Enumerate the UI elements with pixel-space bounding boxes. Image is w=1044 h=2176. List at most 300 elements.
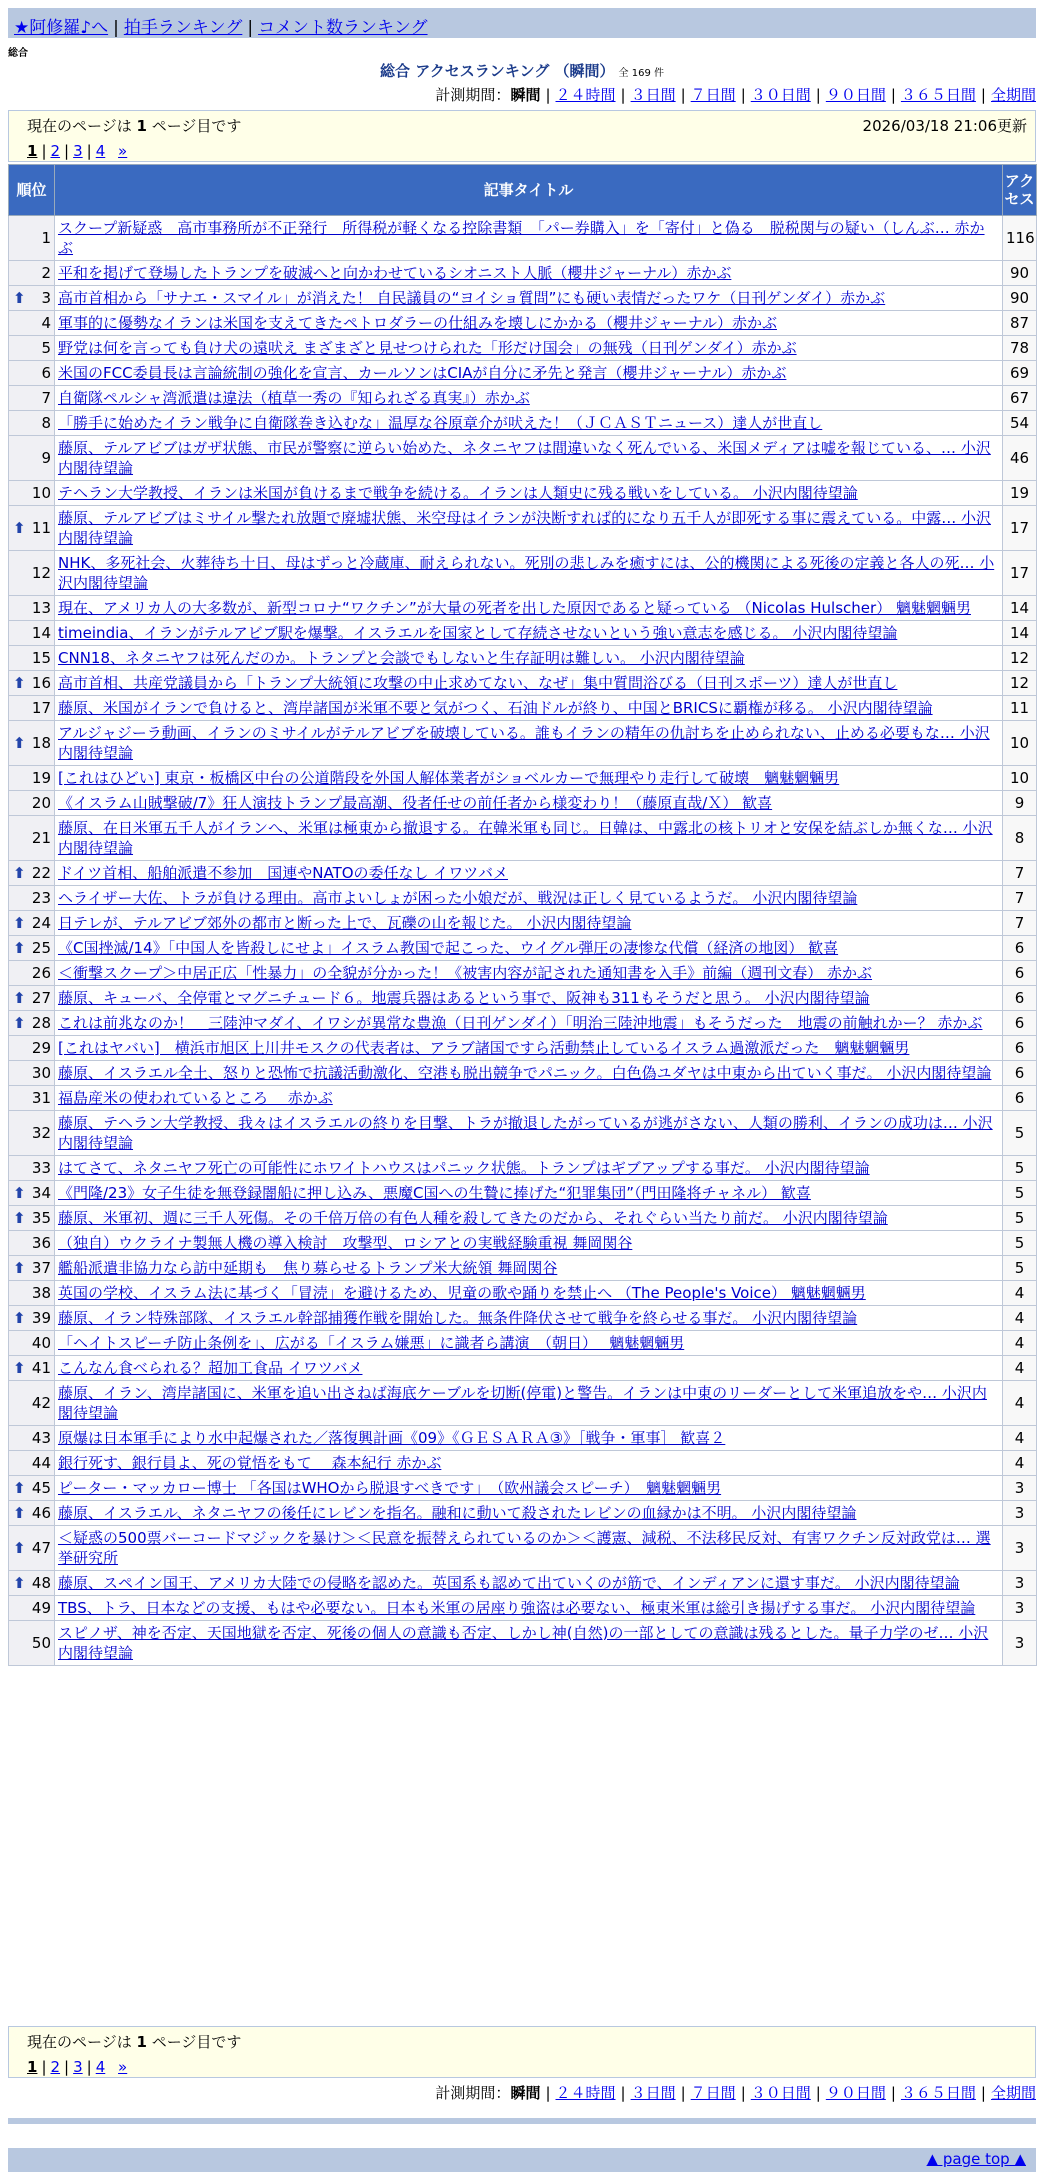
rank-cell xyxy=(9,671,55,696)
period-link-6[interactable]: 全期間 xyxy=(990,2084,1036,2102)
access-count: 19 xyxy=(1003,481,1037,506)
title-cell xyxy=(55,646,1003,671)
period-link-1[interactable]: ３日間 xyxy=(630,86,676,104)
title-cell xyxy=(55,1206,1003,1231)
rank-number: 7 xyxy=(41,389,51,407)
access-count: 7 xyxy=(1003,886,1037,911)
article-title-link[interactable]: はてさて、ネタニヤフ死亡の可能性にホワイトハウスはパニック状態。トランプはギブアップする事だ。 小沢内閣待望論 xyxy=(58,1159,870,1177)
rank-number: 10 xyxy=(31,484,51,502)
ranking-table xyxy=(8,164,1037,1666)
period-separator: | xyxy=(680,86,686,104)
rank-cell xyxy=(9,1036,55,1061)
rank-cell xyxy=(9,861,55,886)
rank-number: 11 xyxy=(31,519,51,537)
title-cell xyxy=(55,816,1003,861)
rank-cell xyxy=(9,506,55,551)
page-link-3[interactable]: 3 xyxy=(73,2058,83,2076)
title-cell xyxy=(55,1181,1003,1206)
access-count: 4 xyxy=(1003,1451,1037,1476)
table-row xyxy=(9,1621,1037,1666)
rank-up-arrow-icon: ⬆ xyxy=(13,864,26,882)
article-title-link[interactable]: 英国の学校、イスラム法に基づく「冒涜」を避けるため、児童の歌や踊りを禁止へ （The People's Voice） 魑魅魍魎男 xyxy=(58,1284,866,1302)
title-cell xyxy=(55,1331,1003,1356)
rank-number: 47 xyxy=(31,1539,51,1557)
table-row xyxy=(9,1356,1037,1381)
access-count: 5 xyxy=(1003,1156,1037,1181)
period-separator: | xyxy=(680,2084,686,2102)
current-page-number: 1 xyxy=(136,2033,147,2051)
table-row xyxy=(9,766,1037,791)
period-link-5[interactable]: ３６５日間 xyxy=(900,2084,976,2102)
current-page-post: ページ目です xyxy=(146,117,242,135)
title-cell xyxy=(55,1356,1003,1381)
access-count: 6 xyxy=(1003,1011,1037,1036)
table-row xyxy=(9,551,1037,596)
article-title-link[interactable]: アルジャジーラ動画、イランのミサイルがテルアビブを破壊している。誰もイランの精年の仇討ちを止められない、止める必要もな… 小沢内閣待望論 xyxy=(58,724,990,762)
access-count: 17 xyxy=(1003,506,1037,551)
rank-number: 46 xyxy=(31,1504,51,1522)
article-title-link[interactable]: 日テレが、テルアビブ郊外の都市と断った上で、瓦礫の山を報じた。 小沢内閣待望論 xyxy=(58,914,632,932)
title-cell xyxy=(55,696,1003,721)
rank-up-arrow-icon: ⬆ xyxy=(13,1259,26,1277)
access-count: 69 xyxy=(1003,361,1037,386)
page-title: 総合 アクセスランキング （瞬間） xyxy=(380,62,615,80)
title-cell xyxy=(55,551,1003,596)
rank-up-arrow-icon: ⬆ xyxy=(13,1574,26,1592)
table-row xyxy=(9,621,1037,646)
page-separator: | xyxy=(41,2058,47,2076)
table-row xyxy=(9,1156,1037,1181)
rank-number: 28 xyxy=(31,1014,51,1032)
article-title-link[interactable]: 艦船派遣非協力なら訪中延期も 焦り募らせるトランプ米大統領 舞岡関谷 xyxy=(58,1259,558,1277)
rank-number: 32 xyxy=(31,1124,51,1142)
title-cell xyxy=(55,886,1003,911)
article-title-link[interactable]: 藤原、イスラエル全土、怒りと恐怖で抗議活動激化、空港も脱出競争でパニック。白色偽ユダヤは中東から出ていく事だ。 小沢内閣待望論 xyxy=(58,1064,992,1082)
rank-number: 27 xyxy=(31,989,51,1007)
title-cell xyxy=(55,261,1003,286)
access-count: 3 xyxy=(1003,1571,1037,1596)
article-title-link[interactable]: timeindia、イランがテルアビブ駅を爆撃。イスラエルを国家として存続させないという強い意志を感じる。 小沢内閣待望論 xyxy=(58,624,898,642)
period-link-6[interactable]: 全期間 xyxy=(990,86,1036,104)
article-title-link[interactable]: [これはヤバい] 横浜市旭区上川井モスクの代表者は、アラブ諸国ですら活動禁止しているイスラム過激派だった 魑魅魍魎男 xyxy=(58,1039,910,1057)
access-count: 90 xyxy=(1003,286,1037,311)
rank-cell xyxy=(9,1356,55,1381)
article-title-link[interactable]: テヘラン大学教授、イランは米国が負けるまで戦争を続ける。イランは人類史に残る戦いをしている。 小沢内閣待望論 xyxy=(58,484,858,502)
table-row xyxy=(9,721,1037,766)
period-separator: | xyxy=(740,2084,746,2102)
rank-number: 4 xyxy=(41,314,51,332)
pager-bottom xyxy=(8,2026,1036,2078)
rank-number: 18 xyxy=(31,734,51,752)
title-cell xyxy=(55,216,1003,261)
rank-number: 16 xyxy=(31,674,51,692)
header-title: 記事タイトル xyxy=(55,165,1003,216)
table-row xyxy=(9,261,1037,286)
top-nav xyxy=(8,8,1036,38)
table-row xyxy=(9,1501,1037,1526)
table-row xyxy=(9,791,1037,816)
article-title-link[interactable]: 原爆は日本軍手により水中起爆された／落復興計画《09》《ＧＥＳＡＲＡ③》［戦争・軍事］ 歓喜２ xyxy=(58,1429,726,1447)
rank-number: 25 xyxy=(31,939,51,957)
title-cell xyxy=(55,1451,1003,1476)
rank-cell xyxy=(9,1061,55,1086)
article-title-link[interactable]: ピーター・マッカロー博士 「各国はWHOから脱退すべきです」 （欧州議会スピーチ） 魑魅魍魎男 xyxy=(58,1479,722,1497)
title-cell xyxy=(55,1426,1003,1451)
access-count: 78 xyxy=(1003,336,1037,361)
title-cell xyxy=(55,1086,1003,1111)
rank-number: 12 xyxy=(31,564,51,582)
title-cell xyxy=(55,911,1003,936)
title-cell xyxy=(55,1256,1003,1281)
title-cell xyxy=(55,721,1003,766)
table-row xyxy=(9,286,1037,311)
bottom-nav xyxy=(8,2148,1036,2172)
nav-separator: | xyxy=(113,18,119,38)
article-title-link[interactable]: 米国のFCC委員長は言論統制の強化を宣言、カールソンはCIAが自分に矛先と発言（櫻井ジャーナル）赤かぶ xyxy=(58,364,787,382)
access-count: 4 xyxy=(1003,1426,1037,1451)
title-cell xyxy=(55,936,1003,961)
table-row xyxy=(9,861,1037,886)
rank-cell xyxy=(9,816,55,861)
rank-number: 3 xyxy=(41,289,51,307)
article-title-link[interactable]: これは前兆なのか！ 三陸沖マダイ、イワシが異常な豊漁（日刊ゲンダイ）「明治三陸沖地震」もそうだった 地震の前触れかー？ 赤かぶ xyxy=(58,1014,983,1032)
page-top-link[interactable]: ▲ page top ▲ xyxy=(926,2150,1026,2168)
article-title-link[interactable]: 現在、アメリカ人の大多数が、新型コロナ“ワクチン”が大量の死者を出した原因であると疑っている （Nicolas Hulscher） 魑魅魍魎男 xyxy=(58,599,971,617)
access-count: 3 xyxy=(1003,1476,1037,1501)
article-title-link[interactable]: 藤原、テルアビブはミサイル撃たれ放題で廃墟状態、米空母はイランが決断すれば的になり五千人が即死する事に震えている。中露… 小沢内閣待望論 xyxy=(58,509,991,547)
table-row xyxy=(9,1526,1037,1571)
table-row xyxy=(9,1331,1037,1356)
rank-number: 1 xyxy=(41,229,51,247)
rank-up-arrow-icon: ⬆ xyxy=(13,1504,26,1522)
period-link-4[interactable]: ９０日間 xyxy=(825,86,886,104)
period-link-4[interactable]: ９０日間 xyxy=(825,2084,886,2102)
rank-cell xyxy=(9,386,55,411)
rank-up-arrow-icon: ⬆ xyxy=(13,1479,26,1497)
header-access: アクセス xyxy=(1003,165,1037,216)
rank-up-arrow-icon: ⬆ xyxy=(13,1359,26,1377)
page-link-3[interactable]: 3 xyxy=(73,142,83,160)
period-separator: | xyxy=(815,2084,821,2102)
access-count: 87 xyxy=(1003,311,1037,336)
table-row xyxy=(9,671,1037,696)
rank-number: 24 xyxy=(31,914,51,932)
rank-up-arrow-icon: ⬆ xyxy=(13,1209,26,1227)
article-title-link[interactable]: 藤原、イスラエル、ネタニヤフの後任にレビンを指名。融和に動いて殺されたレビンの血縁かは不明。 小沢内閣待望論 xyxy=(58,1504,857,1522)
table-row xyxy=(9,936,1037,961)
rank-number: 22 xyxy=(31,864,51,882)
access-count: 54 xyxy=(1003,411,1037,436)
current-page-post: ページ目です xyxy=(146,2033,242,2051)
article-title-link[interactable]: 高市首相から「サナエ・スマイル」が消えた！ 自民議員の“ヨイショ質問”にも硬い表情だったワケ（日刊ゲンダイ）赤かぶ xyxy=(58,289,886,307)
period-nav-bottom xyxy=(435,2082,1036,2103)
article-title-link[interactable]: 高市首相、共産党議員から「トランプ大統領に攻撃の中止求めてない、なぜ」集中質問浴びる（日刊スポーツ）達人が世直し xyxy=(58,674,898,692)
article-title-link[interactable]: TBS、トラ、日本などの支援、もはや必要ない。日本も米軍の居座り強盗は必要ない、極東米軍は総引き揚げする事だ。 小沢内閣待望論 xyxy=(58,1599,976,1617)
article-title-link[interactable]: 藤原、スペイン国王、アメリカ大陸での侵略を認めた。英国系も認めて出ていくのが筋で、インディアンに還す事だ。 小沢内閣待望論 xyxy=(58,1574,960,1592)
table-row xyxy=(9,986,1037,1011)
article-title-link[interactable]: スクープ新疑惑 高市事務所が不正発行 所得税が軽くなる控除書類 「パー券購入」を「寄付」と偽る 脱税関与の疑い（しんぶ… 赤かぶ xyxy=(58,219,985,257)
rank-number: 37 xyxy=(31,1259,51,1277)
article-title-link[interactable]: 藤原、在日米軍五千人がイランへ、米軍は極東から撤退する。在韓米軍も同じ。日韓は、中露北の核トリオと安保を結ぶしか無くな… 小沢内閣待望論 xyxy=(58,819,993,857)
title-cell xyxy=(55,1621,1003,1666)
article-title-link[interactable]: ヘライザー大佐、トラが負ける理由。高市よいしょが困った小娘だが、戦況は正しく見ているようだ。 小沢内閣待望論 xyxy=(58,889,858,907)
article-title-link[interactable]: 「勝手に始めたイラン戦争に自衛隊巻き込むな」温厚な谷原章介が吠えた！（ＪＣＡＳＴニュース）達人が世直し xyxy=(58,414,823,432)
table-row xyxy=(9,436,1037,481)
title-cell xyxy=(55,1476,1003,1501)
page-link-2[interactable]: 2 xyxy=(50,2058,61,2076)
period-link-5[interactable]: ３６５日間 xyxy=(900,86,976,104)
access-count: 6 xyxy=(1003,1036,1037,1061)
article-title-link[interactable]: 野党は何を言っても負け犬の遠吠え まざまざと見せつけられた「形だけ国会」の無残（日刊ゲンダイ）赤かぶ xyxy=(58,339,797,357)
article-title-link[interactable]: ドイツ首相、船舶派遣不参加 国連やNATOの委任なし イワツバメ xyxy=(58,864,509,882)
title-cell xyxy=(55,1036,1003,1061)
access-count: 116 xyxy=(1003,216,1037,261)
period-separator: | xyxy=(980,86,986,104)
rank-number: 34 xyxy=(31,1184,51,1202)
rank-cell xyxy=(9,1526,55,1571)
access-count: 4 xyxy=(1003,1381,1037,1426)
title-cell xyxy=(55,311,1003,336)
rank-cell xyxy=(9,596,55,621)
article-title-link[interactable]: 藤原、イラン、湾岸諸国に、米軍を追い出さねば海底ケーブルを切断(停電)と警告。イランは中東のリーダーとして米軍追放をや… 小沢内閣待望論 xyxy=(58,1384,987,1422)
rank-number: 42 xyxy=(31,1394,51,1412)
page-next-link[interactable]: » xyxy=(118,2058,128,2076)
table-row xyxy=(9,1181,1037,1206)
article-title-link[interactable]: 平和を掲げて登場したトランプを破滅へと向かわせているシオニスト人脈（櫻井ジャーナル）赤かぶ xyxy=(58,264,732,282)
table-row xyxy=(9,646,1037,671)
title-cell xyxy=(55,436,1003,481)
rank-number: 36 xyxy=(31,1234,51,1252)
page-title-line xyxy=(0,60,1044,81)
title-cell xyxy=(55,361,1003,386)
rank-number: 45 xyxy=(31,1479,51,1497)
access-count: 3 xyxy=(1003,1501,1037,1526)
title-cell xyxy=(55,766,1003,791)
title-cell xyxy=(55,411,1003,436)
rank-cell xyxy=(9,1111,55,1156)
article-title-link[interactable]: 藤原、イラン特殊部隊、イスラエル幹部捕獲作戦を開始した。無条件降伏させて戦争を終らせる事だ。 小沢内閣待望論 xyxy=(58,1309,858,1327)
period-link-0[interactable]: ２４時間 xyxy=(555,2084,616,2102)
pager-top xyxy=(8,110,1036,162)
table-row xyxy=(9,506,1037,551)
title-cell xyxy=(55,1596,1003,1621)
title-cell xyxy=(55,1061,1003,1086)
title-cell xyxy=(55,506,1003,551)
period-current: 瞬間 xyxy=(510,86,541,104)
rank-number: 8 xyxy=(41,414,51,432)
rank-cell xyxy=(9,1621,55,1666)
rank-cell xyxy=(9,961,55,986)
header-rank: 順位 xyxy=(9,165,55,216)
rank-cell xyxy=(9,1596,55,1621)
article-title-link[interactable]: 藤原、テルアビブはガザ状態、市民が警察に逆らい始めた、ネタニヤフは間違いなく死んでいる、米国メディアは嘘を報じている、… 小沢内閣待望論 xyxy=(58,439,991,477)
rank-cell xyxy=(9,1501,55,1526)
article-title-link[interactable]: 藤原、キューバ、全停電とマグニチュード６。地震兵器はあるという事で、阪神も311もそうだと思う。 小沢内閣待望論 xyxy=(58,989,870,1007)
period-nav-top xyxy=(435,84,1036,105)
page-link-4[interactable]: 4 xyxy=(95,2058,106,2076)
page-link-2[interactable]: 2 xyxy=(50,142,61,160)
table-row xyxy=(9,911,1037,936)
table-row xyxy=(9,696,1037,721)
rank-number: 41 xyxy=(31,1359,51,1377)
rank-up-arrow-icon: ⬆ xyxy=(13,674,26,692)
rank-number: 35 xyxy=(31,1209,51,1227)
table-row xyxy=(9,216,1037,261)
title-cell xyxy=(55,861,1003,886)
rank-cell xyxy=(9,1181,55,1206)
table-row xyxy=(9,311,1037,336)
table-row xyxy=(9,1011,1037,1036)
access-count: 6 xyxy=(1003,986,1037,1011)
current-page-number: 1 xyxy=(136,117,147,135)
article-title-link[interactable]: 藤原、米軍初、週に三千人死傷。その千倍万倍の有色人種を殺してきたのだから、それぐらい当たり前だ。 小沢内閣待望論 xyxy=(58,1209,888,1227)
period-link-1[interactable]: ３日間 xyxy=(630,2084,676,2102)
page-link-1[interactable]: 1 xyxy=(27,2058,38,2076)
page-link-1[interactable]: 1 xyxy=(27,142,38,160)
rank-cell xyxy=(9,286,55,311)
access-count: 5 xyxy=(1003,1231,1037,1256)
article-title-link[interactable]: 《イスラム山賊撃破/7》狂人演技トランプ最高潮、役者任せの前任者から様変わり！（藤原直哉/Ｘ） 歓喜 xyxy=(58,794,773,812)
access-count: 14 xyxy=(1003,621,1037,646)
access-count: 7 xyxy=(1003,911,1037,936)
rank-number: 48 xyxy=(31,1574,51,1592)
article-title-link[interactable]: 銀行死す、銀行員よ、死の覚悟をもて 森本紀行 赤かぶ xyxy=(58,1454,442,1472)
page-spacer xyxy=(109,142,114,160)
access-count: 90 xyxy=(1003,261,1037,286)
period-separator: | xyxy=(620,2084,626,2102)
access-count: 3 xyxy=(1003,1596,1037,1621)
access-count: 11 xyxy=(1003,696,1037,721)
rank-cell xyxy=(9,1331,55,1356)
rank-cell xyxy=(9,886,55,911)
rank-cell xyxy=(9,1426,55,1451)
table-row xyxy=(9,1256,1037,1281)
table-row xyxy=(9,1596,1037,1621)
article-title-link[interactable]: 「ヘイトスピーチ防止条例を」、広がる「イスラム嫌悪」に識者ら講演 （朝日） 魑魅魍魎男 xyxy=(58,1334,685,1352)
table-row xyxy=(9,961,1037,986)
title-cell xyxy=(55,961,1003,986)
page-next-link[interactable]: » xyxy=(118,142,128,160)
nav-applause-ranking-link[interactable]: 拍手ランキング xyxy=(123,18,243,38)
rank-cell xyxy=(9,1011,55,1036)
period-current: 瞬間 xyxy=(510,2084,541,2102)
period-link-2[interactable]: ７日間 xyxy=(690,86,736,104)
access-count: 3 xyxy=(1003,1621,1037,1666)
article-title-link[interactable]: 藤原、米国がイランで負けると、湾岸諸国が米軍不要と気がつく、石油ドルが終り、中国とBRICSに覇権が移る。 小沢内閣待望論 xyxy=(58,699,933,717)
access-count: 14 xyxy=(1003,596,1037,621)
article-title-link[interactable]: スピノザ、神を否定、天国地獄を否定、死後の個人の意識も否定、しかし神(自然)の一部としての意識は残るとした。量子力学のゼ… 小沢内閣待望論 xyxy=(58,1624,989,1662)
page-link-4[interactable]: 4 xyxy=(95,142,106,160)
rank-cell xyxy=(9,551,55,596)
period-link-3[interactable]: ３０日間 xyxy=(750,2084,811,2102)
rank-cell xyxy=(9,411,55,436)
period-separator: | xyxy=(815,86,821,104)
nav-home-link[interactable]: ★阿修羅♪へ xyxy=(14,18,109,38)
access-count: 6 xyxy=(1003,936,1037,961)
access-count: 12 xyxy=(1003,646,1037,671)
rank-number: 14 xyxy=(31,624,51,642)
title-cell xyxy=(55,386,1003,411)
current-page-text xyxy=(27,2031,1027,2052)
article-title-link[interactable]: 《C国挫滅/14》「中国人を皆殺しにせよ」イスラム教国で起こった、ウイグル弾圧の凄惨な代償（経済の地図） 歓喜 xyxy=(58,939,839,957)
rank-cell xyxy=(9,481,55,506)
access-count: 10 xyxy=(1003,721,1037,766)
rank-number: 21 xyxy=(31,829,51,847)
rank-cell xyxy=(9,1571,55,1596)
rank-number: 40 xyxy=(31,1334,51,1352)
nav-comment-ranking-link[interactable]: コメント数ランキング xyxy=(258,18,428,38)
rank-cell xyxy=(9,1256,55,1281)
period-link-2[interactable]: ７日間 xyxy=(690,2084,736,2102)
article-title-link[interactable]: こんなん食べられる？超加工食品 イワツバメ xyxy=(58,1359,363,1377)
article-title-link[interactable]: NHK、多死社会、火葬待ち十日、母はずっと冷蔵庫、耐えられない。死別の悲しみを癒すには、公的機関による死後の定義と各人の死… 小沢内閣待望論 xyxy=(58,554,995,592)
table-row xyxy=(9,1306,1037,1331)
access-count: 4 xyxy=(1003,1306,1037,1331)
period-link-0[interactable]: ２４時間 xyxy=(555,86,616,104)
table-row xyxy=(9,816,1037,861)
article-title-link[interactable]: 自衛隊ペルシャ湾派遣は違法（植草一秀の『知られざる真実』）赤かぶ xyxy=(58,389,530,407)
period-separator: | xyxy=(980,2084,986,2102)
rank-number: 44 xyxy=(31,1454,51,1472)
rank-cell xyxy=(9,1281,55,1306)
article-title-link[interactable]: CNN18、ネタニヤフは死んだのか。トランプと会談でもしないと生存証明は難しい。 小沢内閣待望論 xyxy=(58,649,745,667)
rank-cell xyxy=(9,1156,55,1181)
page-links xyxy=(27,142,1027,160)
table-row xyxy=(9,1086,1037,1111)
access-count: 46 xyxy=(1003,436,1037,481)
rank-cell xyxy=(9,1086,55,1111)
article-title-link[interactable]: 福島産米の使われているところ 赤かぶ xyxy=(58,1089,333,1107)
period-separator: | xyxy=(890,86,896,104)
title-cell xyxy=(55,1281,1003,1306)
rank-number: 49 xyxy=(31,1599,51,1617)
title-cell xyxy=(55,1381,1003,1426)
article-title-link[interactable]: 《門隆/23》女子生徒を無登録闇船に押し込み、悪魔C国への生贄に捧げた“犯罪集団”（門田隆将チャネル） 歓喜 xyxy=(58,1184,811,1202)
period-label: 計測期間： xyxy=(435,86,511,104)
rank-up-arrow-icon: ⬆ xyxy=(13,939,26,957)
table-header-row xyxy=(9,165,1037,216)
period-separator: | xyxy=(545,86,551,104)
section-label: 総合 xyxy=(8,48,28,59)
rank-number: 5 xyxy=(41,339,51,357)
rank-cell xyxy=(9,336,55,361)
title-cell xyxy=(55,286,1003,311)
nav-separator: | xyxy=(247,18,254,38)
page-separator: | xyxy=(64,142,70,160)
access-count: 4 xyxy=(1003,1356,1037,1381)
table-row xyxy=(9,1381,1037,1426)
table-row xyxy=(9,1426,1037,1451)
access-count: 4 xyxy=(1003,1281,1037,1306)
page-separator: | xyxy=(86,2058,92,2076)
access-count: 3 xyxy=(1003,1526,1037,1571)
period-link-3[interactable]: ３０日間 xyxy=(750,86,811,104)
period-separator: | xyxy=(620,86,626,104)
rank-number: 26 xyxy=(31,964,51,982)
access-count: 9 xyxy=(1003,791,1037,816)
article-title-link[interactable]: 藤原、テヘラン大学教授、我々はイスラエルの終りを目撃、トラが撤退したがっているが逃がさない、人類の勝利、イランの成功は… 小沢内閣待望論 xyxy=(58,1114,993,1152)
article-title-link[interactable]: ＜衝撃スクープ＞中居正広「性暴力」の全貌が分かった！《被害内容が記された通知書を入手》前編（週刊文春） 赤かぶ xyxy=(58,964,873,982)
article-title-link[interactable]: （独自）ウクライナ製無人機の導入検討 攻撃型、ロシアとの実戦経験重視 舞岡関谷 xyxy=(58,1234,633,1252)
rank-cell xyxy=(9,621,55,646)
rank-number: 43 xyxy=(31,1429,51,1447)
rank-cell xyxy=(9,646,55,671)
rank-up-arrow-icon: ⬆ xyxy=(13,289,26,307)
article-title-link[interactable]: ＜疑惑の500票バーコードマジックを暴け＞＜民意を振替えられているのか＞＜護憲、減税、不法移民反対、有害ワクチン反対政党は… 選挙研究所 xyxy=(58,1529,991,1567)
access-count: 5 xyxy=(1003,1256,1037,1281)
article-title-link[interactable]: 軍事的に優勢なイランは米国を支えてきたペトロダラーの仕組みを壊しにかかる（櫻井ジャーナル）赤かぶ xyxy=(58,314,777,332)
article-title-link[interactable]: [これはひどい] 東京・板橋区中台の公道階段を外国人解体業者がショベルカーで無理やり走行して破壊 魑魅魍魎男 xyxy=(58,769,840,787)
